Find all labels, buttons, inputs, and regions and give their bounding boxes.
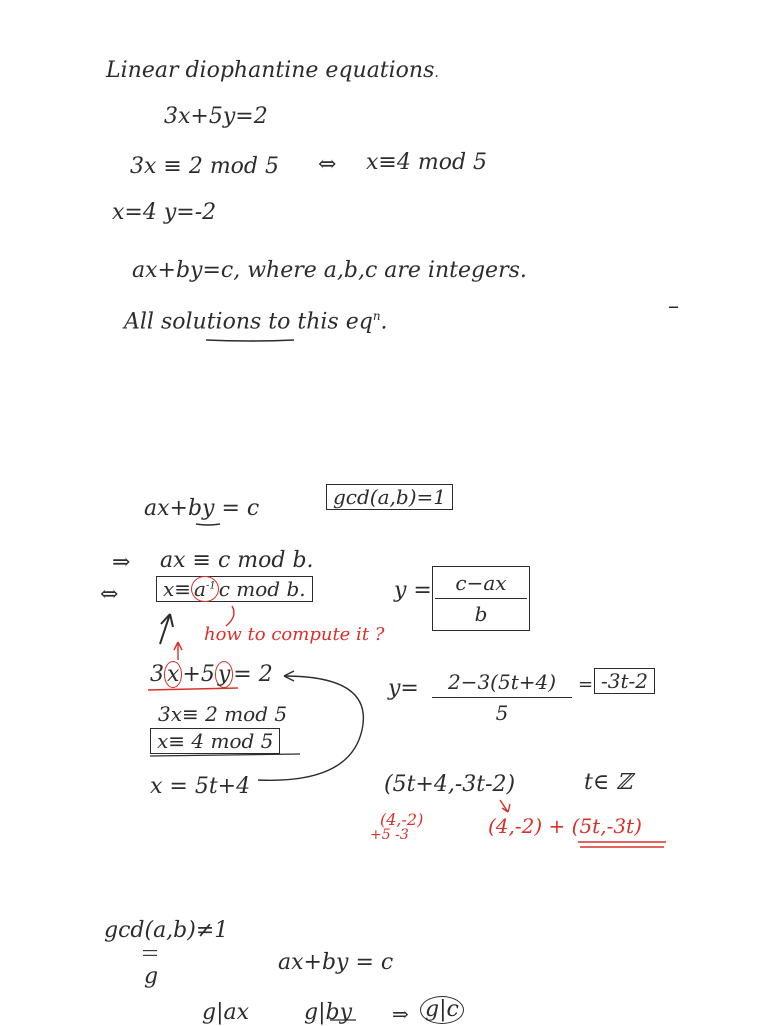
solutions-underlined: solutions (160, 309, 262, 335)
how-to-compute-note: how to compute it ? (204, 624, 385, 645)
red-step-values: +5 -3 (370, 827, 409, 843)
general-equation-2: ax+by = c (144, 496, 260, 521)
implies-arrow: ⇒ (112, 550, 131, 575)
all-solutions-text: All solutions to this $eq^n$. (124, 309, 388, 335)
g-divides-c-circled: g|c (420, 996, 464, 1024)
red-arrow-to-inverse (226, 606, 234, 626)
t-in-integers: t∈ ℤ (584, 770, 633, 795)
gcd-not-one: gcd(a,b)≠1 (104, 918, 229, 943)
congruence-ax: ax ≡ c mod b. (160, 548, 314, 573)
red-solution-sum: (4,-2) + (5t,-3t) (488, 814, 642, 838)
general-equation-3: ax+by = c (278, 950, 394, 975)
y-circle: y (215, 661, 233, 688)
y-example-label: y= (388, 676, 419, 701)
red-equation-underline (148, 688, 238, 690)
red-tuple-arrow (500, 800, 510, 812)
y-label: y = (394, 578, 432, 603)
pointer-arrow (160, 614, 173, 644)
iff-arrow: ⇔ (318, 152, 337, 177)
particular-solution: x=4 y=-2 (112, 200, 217, 225)
general-equation: ax+by=c, where a,b,c are integers. (132, 258, 527, 283)
y-example-box: -3t-2 (594, 668, 655, 694)
inverse-box: $x\equiv a^{-1}$ c mod b. (156, 576, 313, 602)
y-numerator: c−ax (455, 571, 507, 595)
x-parametrized: x = 5t+4 (150, 774, 251, 799)
red-arrow-up (174, 642, 182, 660)
example-equation: 3x+5y=2 (164, 104, 268, 129)
example-equation-2: 3 x +5 y = 2 (150, 662, 273, 687)
g-divides-by: g|by (304, 1000, 353, 1025)
congruence-right: x≡4 mod 5 (366, 150, 488, 175)
red-particular-pair: (4,-2) (380, 810, 424, 829)
g-label: g (144, 964, 159, 989)
substitution-curve (258, 676, 363, 780)
y-example-numerator: 2−3(5t+4) (447, 670, 557, 694)
stray-dash: – (668, 294, 679, 319)
by-underline (196, 524, 220, 525)
red-double-underline (578, 842, 666, 847)
a-inverse-circle: $a^{-1}$ (191, 576, 219, 602)
box-underline (150, 754, 300, 756)
y-example-equals: = (578, 674, 594, 695)
g-divides-ax: g|ax (202, 1000, 250, 1025)
example-congruence: 3x≡ 2 mod 5 (158, 702, 288, 726)
y-example-denominator: 5 (495, 701, 509, 725)
implies-arrow-3: ⇒ (392, 1002, 409, 1026)
equals-sign-vertical: || (142, 948, 159, 958)
solution-tuple: (5t+4,-3t-2) (384, 772, 516, 797)
x-circle: x (164, 661, 182, 688)
page-title: Linear diophantine equations. (106, 58, 439, 83)
congruence-left: 3x ≡ 2 mod 5 (130, 154, 279, 179)
gcd-condition-box: gcd(a,b)=1 (326, 484, 453, 510)
y-denominator: b (474, 602, 488, 626)
solutions-underline (206, 340, 294, 341)
iff-arrow-2: ⇔ (100, 582, 119, 607)
x-solution-box: x≡ 4 mod 5 (150, 728, 280, 754)
